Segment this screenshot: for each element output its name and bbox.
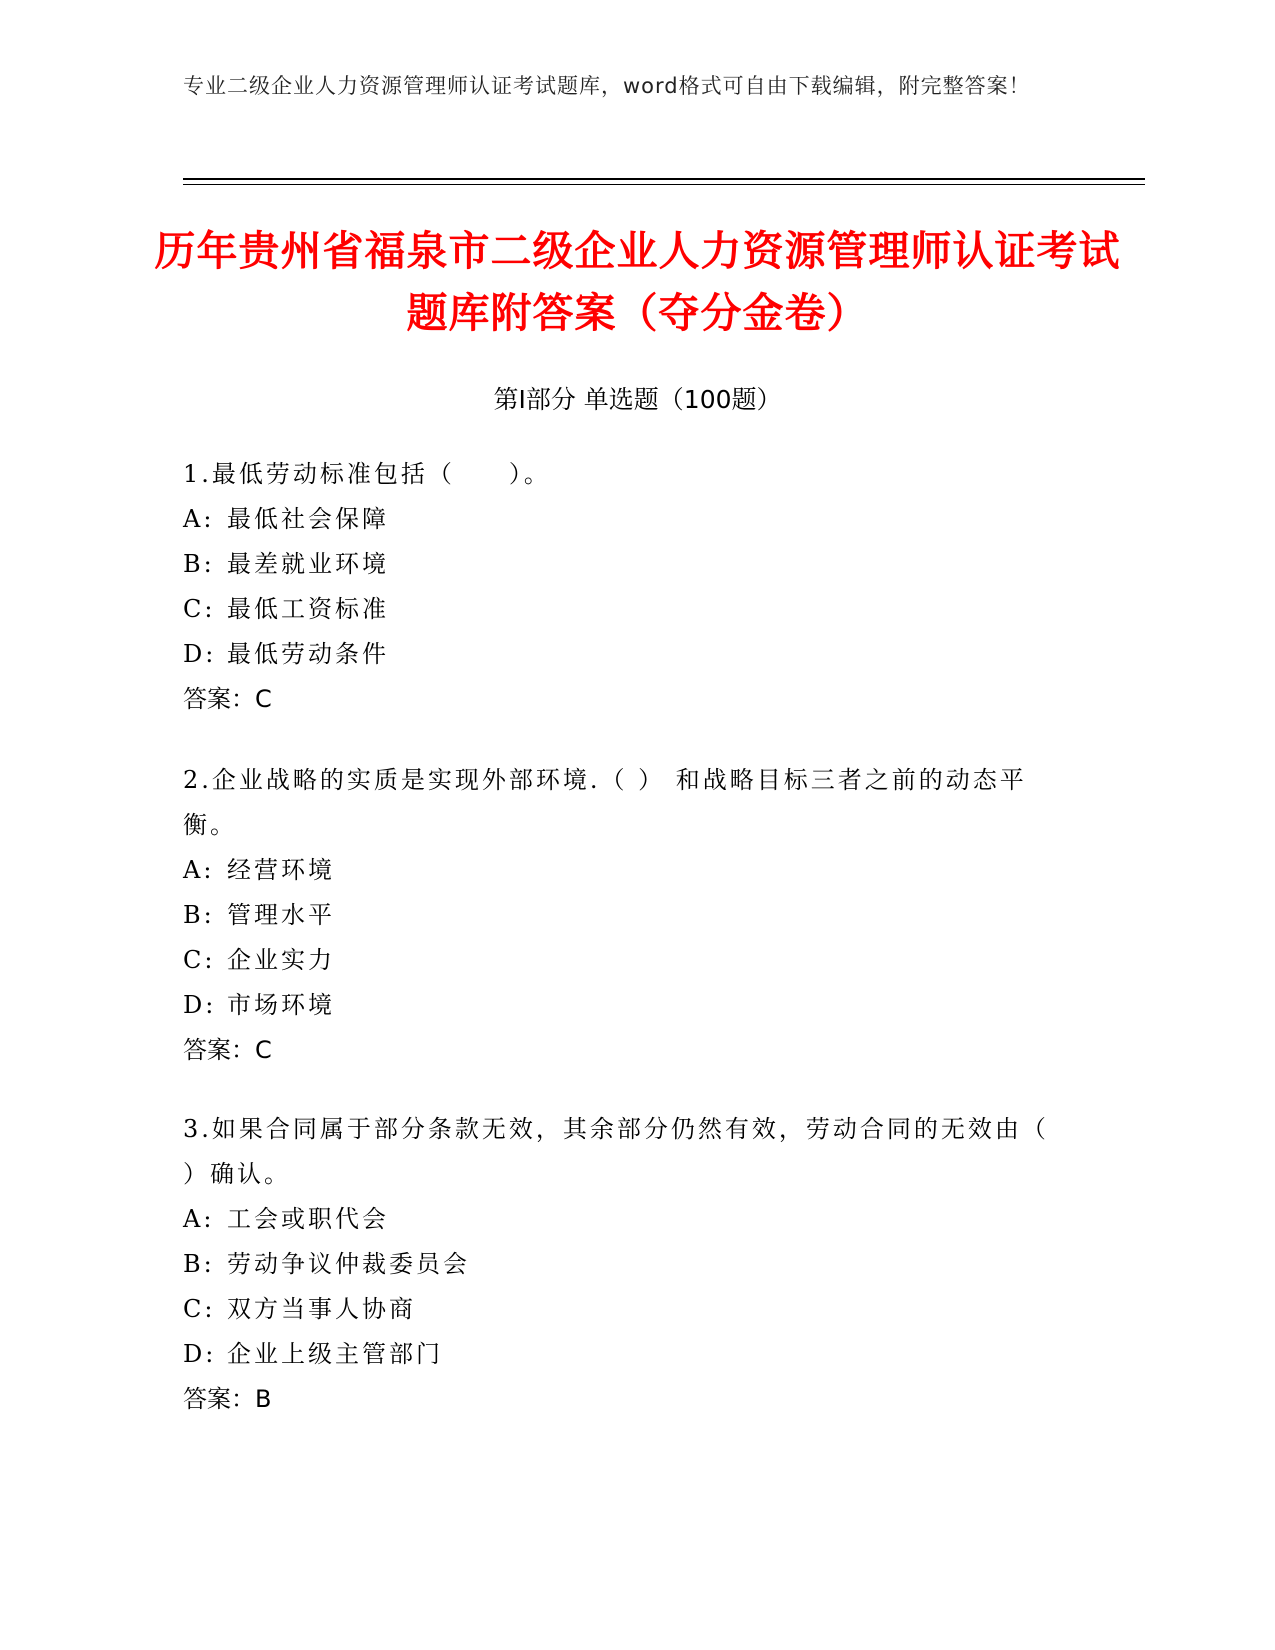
option-letter: D: [183, 640, 217, 668]
option-c [183, 938, 1063, 983]
option-text: 管理水平 [227, 901, 335, 929]
option-text: 市场环境 [227, 991, 335, 1019]
option-text: 双方当事人协商 [227, 1295, 416, 1323]
answer-line: 答案：C [183, 1036, 272, 1064]
option-text: 企业实力 [227, 946, 335, 974]
option-letter: A: [183, 1205, 215, 1233]
option-d [183, 1332, 1063, 1377]
option-letter: B: [183, 1250, 215, 1278]
option-text: 经营环境 [227, 856, 335, 884]
option-letter: A: [183, 505, 215, 533]
header-divider-thick [183, 178, 1145, 180]
option-letter: C: [183, 1295, 216, 1323]
section-heading: 第I部分 单选题（100题） [493, 385, 782, 414]
question-3 [183, 1107, 1063, 1422]
header-divider-thin [183, 184, 1145, 185]
option-letter: C: [183, 595, 216, 623]
option-text: 最低劳动条件 [227, 640, 389, 668]
page-header-note: 专业二级企业人力资源管理师认证考试题库，word格式可自由下载编辑，附完整答案！ [183, 74, 1031, 98]
question-1 [183, 452, 1063, 722]
option-letter: B: [183, 901, 215, 929]
answer-line: 答案：C [183, 685, 272, 713]
option-a [183, 848, 1063, 893]
question-stem: 2.企业战略的实质是实现外部环境.（ ） 和战略目标三者之前的动态平衡。 [183, 766, 1027, 839]
question-2 [183, 758, 1063, 1073]
question-stem: 3.如果合同属于部分条款无效，其余部分仍然有效，劳动合同的无效由（ ）确认。 [183, 1115, 1049, 1188]
option-d [183, 983, 1063, 1028]
option-letter: D: [183, 1340, 217, 1368]
option-letter: A: [183, 856, 215, 884]
option-b [183, 893, 1063, 938]
option-text: 劳动争议仲裁委员会 [227, 1250, 470, 1278]
option-text: 企业上级主管部门 [227, 1340, 443, 1368]
option-letter: C: [183, 946, 216, 974]
answer-line: 答案：B [183, 1385, 272, 1413]
option-b [183, 542, 1063, 587]
option-a [183, 497, 1063, 542]
option-letter: D: [183, 991, 217, 1019]
option-a [183, 1197, 1063, 1242]
option-c [183, 1287, 1063, 1332]
option-letter: B: [183, 550, 215, 578]
option-d [183, 632, 1063, 677]
document-title: 历年贵州省福泉市二级企业人力资源管理师认证考试题库附答案（夺分金卷） [154, 227, 1121, 337]
option-b [183, 1242, 1063, 1287]
option-text: 最低工资标准 [227, 595, 389, 623]
option-c [183, 587, 1063, 632]
option-text: 最低社会保障 [227, 505, 389, 533]
option-text: 工会或职代会 [227, 1205, 389, 1233]
option-text: 最差就业环境 [227, 550, 389, 578]
question-stem: 1.最低劳动标准包括（ ）。 [183, 460, 551, 488]
